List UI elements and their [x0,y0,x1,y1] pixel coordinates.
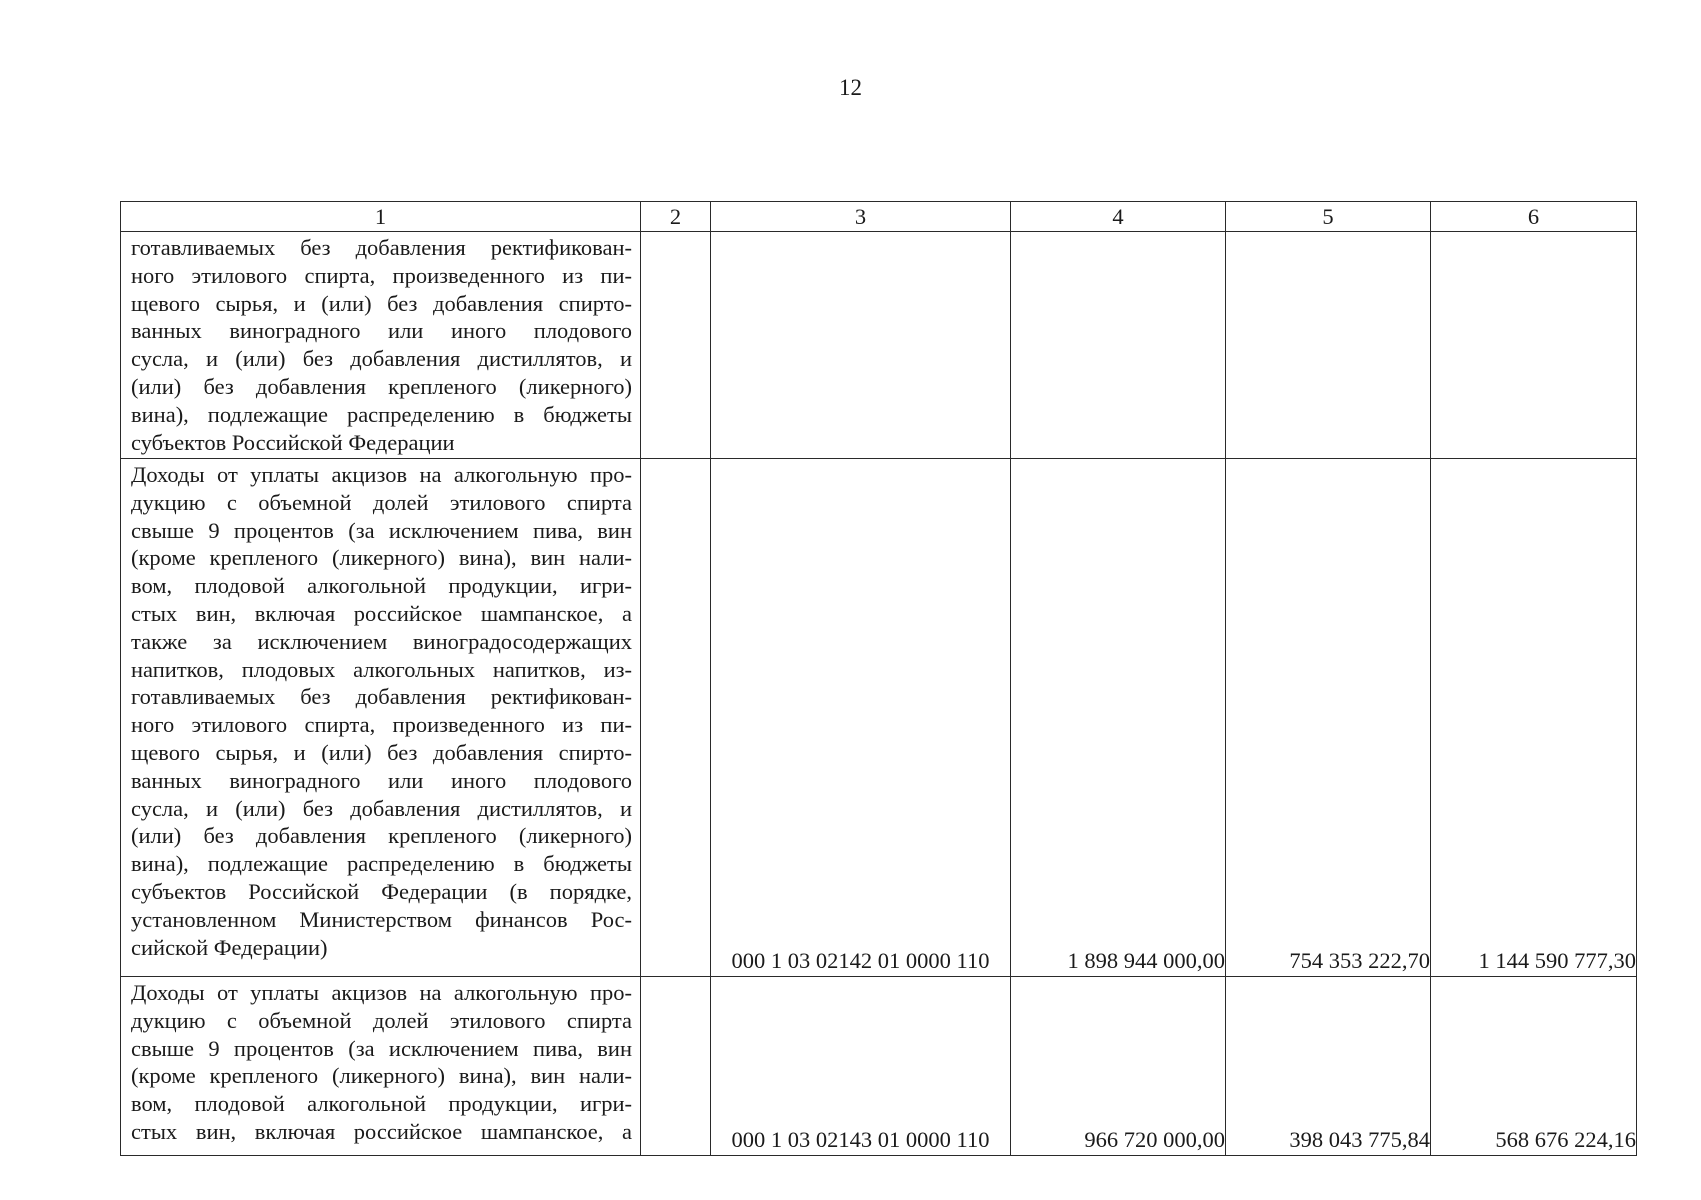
row-classification-code: 000 1 03 02143 01 0000 110 [711,977,1011,1156]
row-classification-code: 000 1 03 02142 01 0000 110 [711,459,1011,977]
row-col2 [641,977,711,1156]
description-line: щевого сырья, и (или) без добавления спирто- [131,290,632,316]
description-line: (или) без добавления крепленого (ликерного) [131,373,632,399]
description-line: вом, плодовой алкогольной продукции, игри- [131,1091,632,1117]
description-line: Доходы от уплаты акцизов на алкогольную про- [131,462,632,487]
description-line: готавливаемых без добавления ректификован- [131,235,632,260]
table-row [121,977,1637,1156]
description-line: (или) без добавления крепленого (ликерного) [131,823,632,849]
table-row [121,232,1637,459]
description-line: субъектов Российской Федерации [131,429,455,455]
table-row [121,459,1637,977]
description-line: сусла, и (или) без добавления дистиллятов, и [131,795,632,821]
row-col2 [641,459,711,977]
description-line: субъектов Российской Федерации (в порядке, [131,878,632,904]
description-line: стых вин, включая российское шампанское, а [131,1118,632,1144]
description-line: ванных виноградного или иного плодового [131,318,632,344]
description-line: вина), подлежащие распределению в бюджеты [131,851,632,877]
description-line: напитков, плодовых алкогольных напитков, из- [131,656,632,682]
description-line: Доходы от уплаты акцизов на алкогольную про- [131,980,632,1005]
description-line: установленном Министерством финансов Рос- [131,906,632,932]
row-description [121,232,641,459]
description-line: (кроме крепленого (ликерного) вина), вин нали- [131,1063,632,1089]
row-executed-amount [1226,232,1431,459]
description-line: ного этилового спирта, произведенного из пи- [131,712,632,738]
description-line: щевого сырья, и (или) без добавления спирто- [131,739,632,765]
row-executed-amount: 754 353 222,70 [1226,459,1431,977]
description-line: готавливаемых без добавления ректификован- [131,684,632,710]
description-line: дукцию с объемной долей этилового спирта [131,1007,632,1033]
row-executed-amount: 398 043 775,84 [1226,977,1431,1156]
column-header-2: 2 [641,202,711,232]
column-header-3: 3 [711,202,1011,232]
row-col2 [641,232,711,459]
row-plan-amount: 1 898 944 000,00 [1011,459,1226,977]
page-number: 12 [839,75,862,100]
column-header-6: 6 [1431,202,1637,232]
row-plan-amount: 966 720 000,00 [1011,977,1226,1156]
column-header-4: 4 [1011,202,1226,232]
description-line: вина), подлежащие распределению в бюджеты [131,401,632,427]
description-line: вом, плодовой алкогольной продукции, игри- [131,573,632,599]
budget-revenue-table [120,201,1637,1156]
row-description [121,459,641,977]
column-header-1: 1 [121,202,641,232]
row-classification-code [711,232,1011,459]
description-line: дукцию с объемной долей этилового спирта [131,489,632,515]
description-line: (кроме крепленого (ликерного) вина), вин нали- [131,545,632,571]
description-line: свыше 9 процентов (за исключением пива, вин [131,1035,632,1061]
description-line: сийской Федерации) [131,934,328,960]
row-remaining-amount: 568 676 224,16 [1431,977,1637,1156]
row-remaining-amount [1431,232,1637,459]
description-line: ванных виноградного или иного плодового [131,767,632,793]
description-line: свыше 9 процентов (за исключением пива, вин [131,517,632,543]
row-description [121,977,641,1156]
description-line: сусла, и (или) без добавления дистиллятов, и [131,346,632,372]
description-line: ного этилового спирта, произведенного из пи- [131,262,632,288]
description-line: также за исключением виноградосодержащих [131,628,632,654]
row-plan-amount [1011,232,1226,459]
row-remaining-amount: 1 144 590 777,30 [1431,459,1637,977]
column-header-5: 5 [1226,202,1431,232]
table-header-row [121,202,1637,232]
description-line: стых вин, включая российское шампанское, а [131,600,632,626]
